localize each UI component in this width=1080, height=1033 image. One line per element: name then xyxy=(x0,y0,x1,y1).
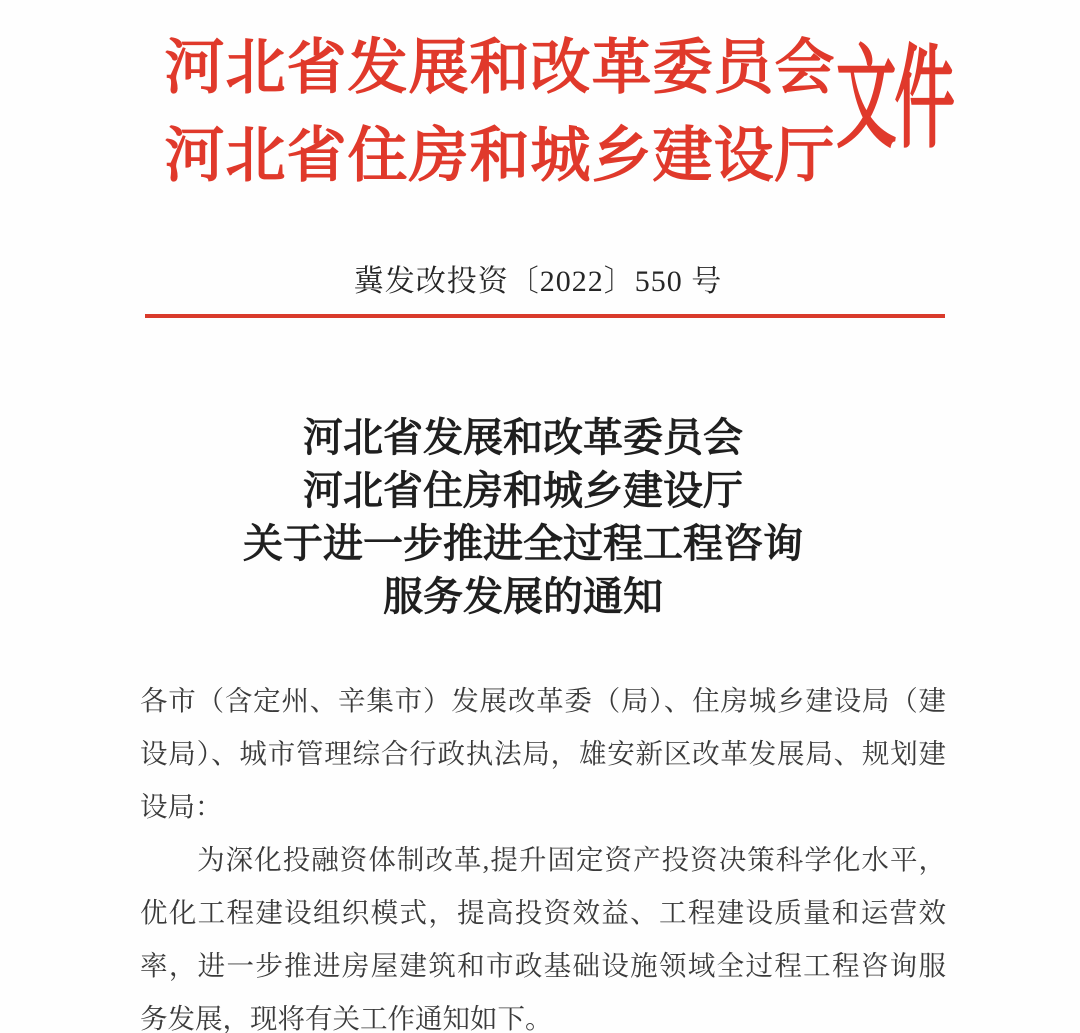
doc-type-label: 文件 xyxy=(836,38,953,162)
document-title-line-4: 服务发展的通知 xyxy=(383,575,663,619)
document-title-line-2: 河北省住房和城乡建设厅 xyxy=(303,469,743,513)
intro-line-4: 务发展，现将有关工作通知如下。 xyxy=(140,1003,553,1033)
recipients-line-1: 各市（含定州、辛集市）发展改革委（局）、住房城乡建设局（建 xyxy=(140,685,946,716)
body-text xyxy=(140,674,946,1033)
document-title-line-1: 河北省发展和改革委员会 xyxy=(303,416,743,460)
intro-line-3: 率，进一步推进房屋建筑和市政基础设施领域全过程工程咨询服 xyxy=(140,950,946,981)
recipients-line-3: 设局： xyxy=(140,791,223,822)
document-title xyxy=(173,412,873,624)
intro-line-2: 优化工程建设组织模式，提高投资效益、工程建设质量和运营效 xyxy=(140,897,946,928)
document-title-line-3: 关于进一步推进全过程工程咨询 xyxy=(243,522,803,566)
recipients-line-2: 设局）、城市管理综合行政执法局，雄安新区改革发展局、规划建 xyxy=(140,738,946,769)
intro-line-1: 为深化投融资体制改革,提升固定资产投资决策科学化水平， xyxy=(140,844,946,875)
issuer-name-line-2: 河北省住房和城乡建设厅 xyxy=(164,123,836,189)
document-number: 冀发改投资〔2022〕550 号 xyxy=(353,265,723,298)
red-divider-line xyxy=(145,314,945,318)
issuer-name-line-1: 河北省发展和改革委员会 xyxy=(164,35,836,101)
letterhead xyxy=(150,24,850,200)
